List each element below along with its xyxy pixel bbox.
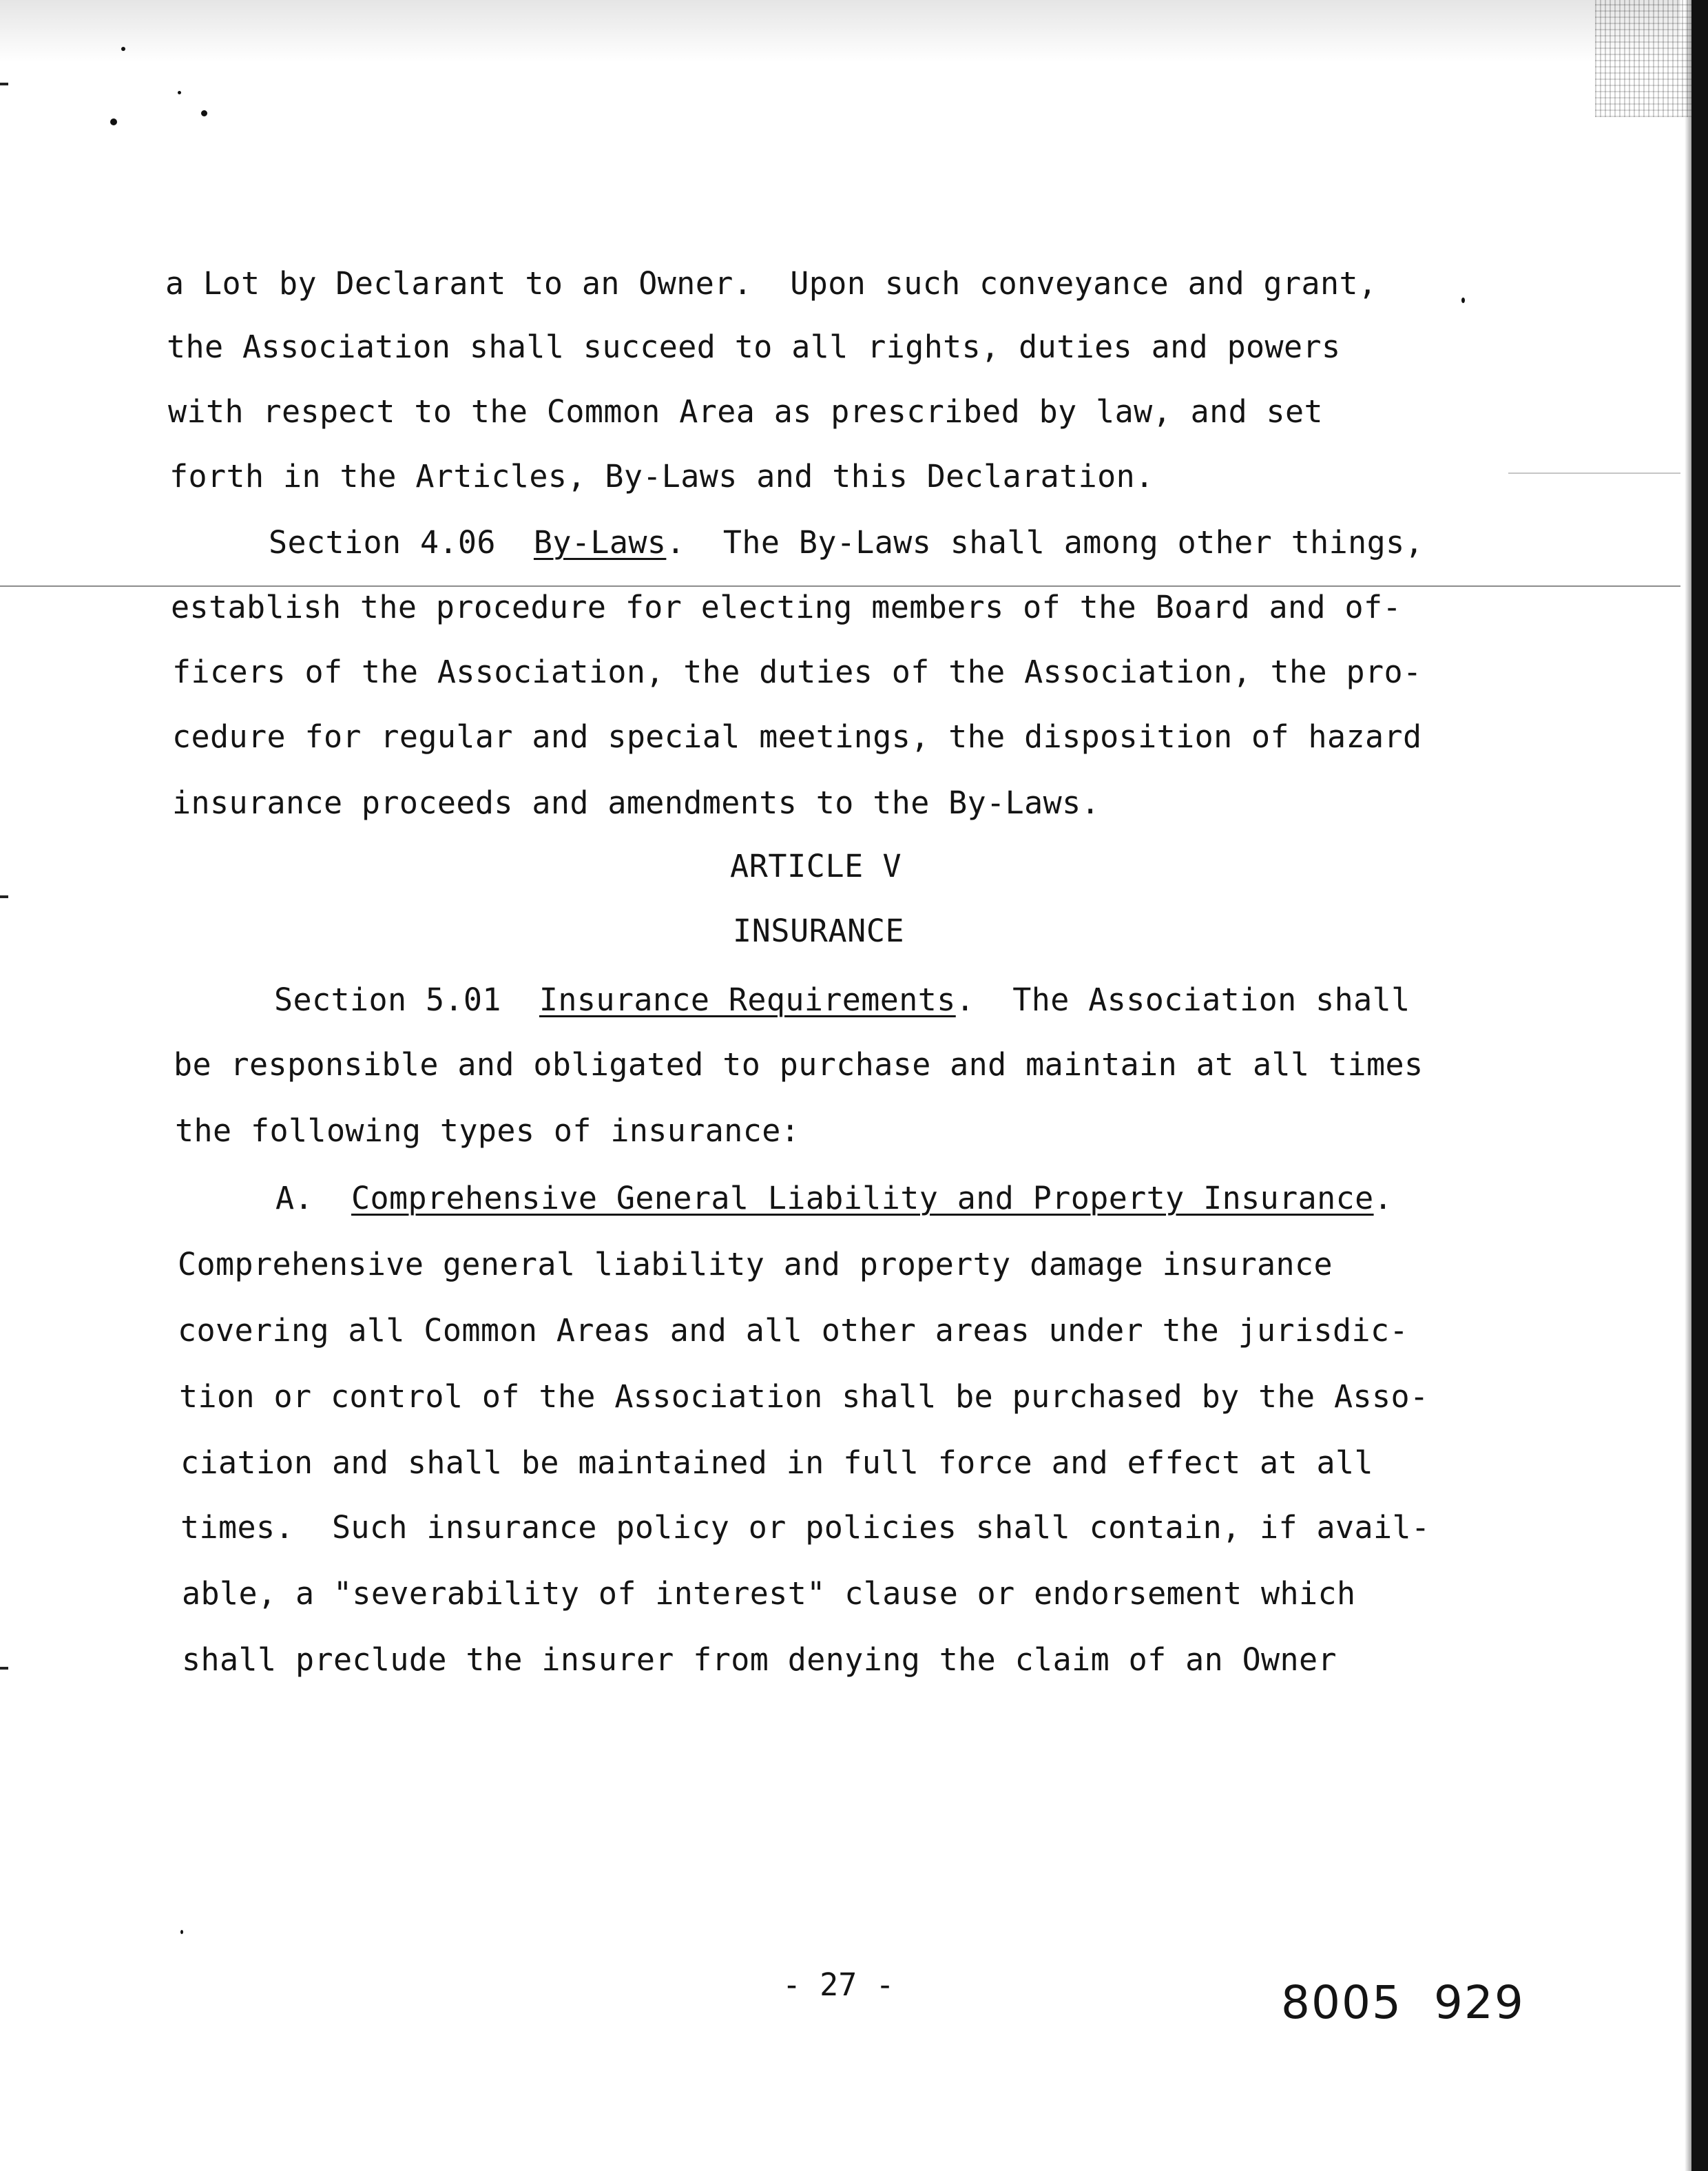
text-line: establish the procedure for electing members of the Board and of-: [171, 589, 1402, 625]
scan-line: [1508, 472, 1680, 474]
section-number: Section 5.01: [274, 981, 501, 1018]
text-line: the following types of insurance:: [175, 1112, 800, 1149]
text-line: with respect to the Common Area as prescribed by law, and set: [168, 393, 1324, 430]
section-title: Insurance Requirements: [539, 981, 956, 1018]
section-text: . The Association shall: [955, 981, 1410, 1018]
text-line: able, a "severability of interest" clause or endorsement which: [182, 1575, 1356, 1612]
article-title: INSURANCE: [733, 913, 905, 949]
scan-mark: [0, 1667, 8, 1670]
scan-mark: [0, 83, 8, 85]
text-line: forth in the Articles, By-Laws and this Declaration.: [169, 458, 1154, 495]
text-line: ciation and shall be maintained in full force and effect at all: [180, 1444, 1374, 1481]
subsection-a-heading-line: [275, 1179, 1393, 1218]
section-5-01-heading-line: [274, 981, 1410, 1019]
scan-dot: [110, 118, 117, 125]
article-number: ARTICLE V: [730, 848, 902, 884]
text-line: cedure for regular and special meetings, the disposition of hazard: [172, 718, 1422, 755]
text-line: be responsible and obligated to purchase and maintain at all times: [174, 1046, 1424, 1083]
scan-dot: [121, 47, 125, 51]
scan-line: [0, 585, 1680, 587]
text-line: covering all Common Areas and all other areas under the jurisdic-: [178, 1312, 1408, 1349]
text-line: insurance proceeds and amendments to the By-Laws.: [172, 785, 1101, 821]
text-line: times. Such insurance policy or policies shall contain, if avail-: [180, 1509, 1430, 1546]
subsection-title: Comprehensive General Liability and Property Insurance: [351, 1180, 1374, 1216]
scan-speckle: [1595, 0, 1691, 117]
scan-edge-shadow: [1685, 0, 1691, 2171]
text-line: tion or control of the Association shall be purchased by the Asso-: [179, 1378, 1429, 1415]
text-line: Comprehensive general liability and property damage insurance: [178, 1246, 1333, 1282]
text-line: ficers of the Association, the duties of the Association, the pro-: [172, 654, 1422, 690]
subsection-label: A.: [275, 1180, 313, 1216]
scan-edge-right: [1691, 0, 1708, 2171]
text-line: the Association shall succeed to all rights, duties and powers: [167, 329, 1341, 365]
scan-shadow-top: [0, 0, 1680, 62]
section-text: . The By-Laws shall among other things,: [666, 524, 1424, 561]
scan-mark: [0, 895, 8, 898]
subsection-title-end: .: [1373, 1180, 1393, 1216]
document-number: 8005 929: [1281, 1976, 1525, 2029]
text-line: a Lot by Declarant to an Owner. Upon such conveyance and grant,: [165, 265, 1377, 302]
scan-dot: [201, 110, 207, 116]
section-4-06-heading-line: [269, 523, 1424, 562]
scan-dot: [180, 1930, 183, 1934]
section-title: By-Laws: [533, 524, 667, 561]
section-number: Section 4.06: [269, 524, 496, 561]
page-number: - 27 -: [782, 1966, 895, 2003]
text-line: shall preclude the insurer from denying the claim of an Owner: [182, 1641, 1337, 1678]
scan-dot: [1461, 298, 1465, 303]
scan-dot: [178, 91, 181, 94]
